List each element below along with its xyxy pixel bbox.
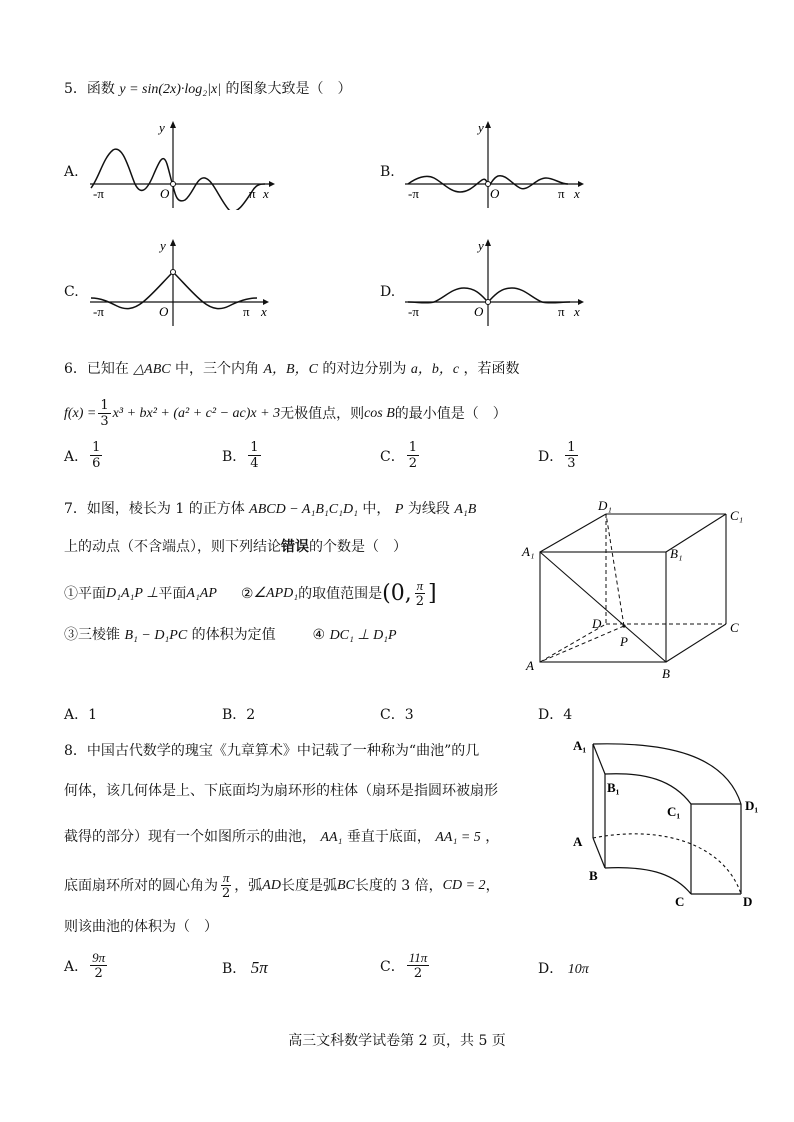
x-label: x — [261, 304, 267, 319]
q7-line1 — [64, 500, 476, 519]
q7-s1-mid: 平面 — [158, 585, 187, 602]
q6-function-rhs: x³ + bx² + (a² + c² − ac)x + 3 — [112, 405, 281, 421]
q5-curve-a — [91, 149, 265, 210]
q8-text: 垂直于底面， — [346, 829, 431, 845]
q7-option-b — [222, 704, 255, 724]
option-value: 5π — [250, 958, 268, 977]
q5-graph-b — [400, 118, 600, 210]
q7-s3-prefix: ③三棱锥 — [64, 627, 120, 643]
q6-option-c — [380, 440, 421, 471]
q7-s2-mid: 的取值范围是 — [298, 585, 383, 602]
option-value: 4 — [563, 707, 573, 723]
q8-text: 长度的 3 倍， — [354, 877, 443, 894]
option-fraction — [407, 440, 419, 471]
label-d: D — [743, 894, 753, 909]
edge-ab — [593, 838, 605, 868]
numerator: 1 — [100, 398, 109, 413]
q7-point-p: P — [394, 502, 404, 517]
option-letter: A． — [64, 707, 89, 723]
label-a: A — [526, 658, 534, 673]
q6-text: 中，三个内角 — [175, 361, 260, 377]
label-b: B — [662, 666, 670, 681]
q8-line1: 8．中国古代数学的瑰宝《九章算术》中记载了一种称为“曲池”的几 — [64, 743, 480, 759]
y-label: y — [160, 238, 166, 253]
q6-angles: A，B，C — [263, 362, 318, 377]
y-label: y — [478, 120, 484, 135]
label-p: P — [620, 634, 628, 649]
q7-s4-prefix: ④ — [312, 627, 326, 643]
q7-s3-math: B₁ − D₁PC — [124, 628, 188, 643]
q8-option-d — [538, 958, 589, 978]
q5-stem — [64, 80, 352, 99]
pi-label: π — [249, 186, 256, 201]
hollow-point — [171, 270, 176, 275]
pi-label: π — [243, 304, 250, 319]
q7-option-c — [380, 704, 414, 724]
x-label: x — [574, 304, 580, 319]
option-letter: A． — [64, 448, 89, 465]
option-letter: B． — [222, 961, 247, 977]
y-label: y — [159, 120, 165, 135]
q7-text: 上的动点（不含端点），则下列结论 — [64, 539, 281, 555]
q7-text: 中， — [362, 501, 391, 517]
label-a: A — [573, 834, 583, 849]
q8-text: ， — [485, 829, 500, 845]
q7-statements-1-2 — [64, 578, 437, 609]
q7-s2-fraction — [414, 578, 426, 609]
numerator: 1 — [250, 440, 259, 455]
q7-s2-left: (0, — [382, 580, 412, 606]
q7-text: 7．如图，棱长为 1 的正方体 — [64, 501, 245, 517]
option-letter: B． — [222, 707, 247, 723]
q5-option-c-letter: C. — [64, 284, 79, 300]
q6-option-b — [222, 440, 263, 471]
q8-math: AA₁ = 5 — [435, 830, 481, 845]
label-a1: A₁ — [522, 544, 535, 559]
q7-line2 — [64, 538, 407, 556]
hollow-point — [171, 182, 176, 187]
option-fraction — [565, 440, 577, 471]
option-value: 1 — [88, 707, 98, 723]
option-letter: D． — [538, 961, 564, 977]
numerator: π — [416, 578, 424, 593]
arc-ad-hidden — [593, 834, 741, 894]
q5-option-a-letter: A. — [64, 164, 79, 180]
label-b: B — [589, 868, 598, 883]
q7-segment: A₁B — [454, 502, 477, 517]
q5-option-d-letter: D. — [380, 284, 396, 300]
neg-pi-label: -π — [408, 304, 419, 319]
q6-text: 6．已知在 — [64, 361, 129, 377]
label-c: C — [675, 894, 685, 909]
q7-s2-math: ∠APD₁ — [253, 585, 299, 601]
hollow-point — [486, 300, 491, 305]
q8-text: 长度是弧 — [280, 877, 337, 894]
option-letter: C． — [380, 707, 405, 723]
q7-s1-math2: A₁AP — [186, 585, 217, 601]
edge-a1b1 — [593, 744, 605, 774]
q8-text: ， — [485, 877, 500, 894]
q8-option-b — [222, 958, 268, 978]
numerator: 9π — [92, 950, 106, 965]
option-letter: C． — [380, 448, 405, 465]
label-b1: B₁ — [670, 546, 683, 561]
q7-s4-math: DC₁ ⊥ D₁P — [329, 628, 397, 643]
y-label: y — [478, 238, 484, 253]
option-fraction — [90, 440, 102, 471]
q8-text: 截得的部分）现有一个如图所示的曲池， — [64, 829, 316, 845]
q6-sides: a，b，c — [410, 362, 460, 377]
q7-bold-word: 错误 — [281, 539, 309, 555]
q5-graph-c — [85, 236, 285, 328]
label-c1: C₁ — [667, 804, 681, 819]
x-label: x — [574, 186, 580, 201]
q6-line1 — [64, 360, 520, 379]
origin-label: O — [159, 304, 169, 319]
q6-cosb: cos B — [364, 405, 395, 421]
q7-s1-math: D₁A₁P ⊥ — [106, 585, 159, 601]
q7-s3-suffix: 的体积为定值 — [191, 627, 276, 643]
q8-text: 底面扇环所对的圆心角为 — [64, 877, 218, 894]
neg-pi-label: -π — [93, 186, 104, 201]
option-letter: C． — [380, 958, 405, 975]
y-axis-arrow-icon — [170, 121, 176, 128]
q8-line3 — [64, 828, 499, 847]
denominator: 2 — [413, 966, 423, 981]
q8-line2: 何体，该几何体是上、下底面均为扇环形的柱体（扇环是指圆环被扇形 — [64, 783, 498, 799]
segment-pa — [540, 626, 624, 662]
option-value: 3 — [404, 707, 414, 723]
q7-s1-prefix: ①平面 — [64, 585, 106, 602]
q8-line4 — [64, 870, 500, 901]
arc-bc — [605, 868, 691, 894]
numerator: π — [222, 870, 230, 885]
x-label: x — [263, 186, 269, 201]
q6-text: ，若函数 — [463, 361, 520, 377]
q7-s2-prefix: ② — [240, 585, 254, 602]
q6-line2 — [64, 398, 507, 429]
q5-graph-a — [85, 118, 285, 210]
q8-option-a — [64, 950, 109, 981]
numerator: 1 — [92, 440, 101, 455]
segment-a1b — [540, 552, 666, 662]
q8-math: AD — [262, 877, 281, 893]
label-c: C — [730, 620, 739, 635]
denominator: 2 — [415, 594, 424, 609]
q5-curve-c — [91, 272, 257, 309]
q7-option-d — [538, 704, 572, 724]
denominator: 6 — [92, 456, 101, 471]
label-b1: B₁ — [607, 780, 620, 795]
edge-bc — [666, 624, 726, 662]
label-d: D — [592, 616, 602, 631]
q6-option-a — [64, 440, 104, 471]
q6-triangle: △ABC — [133, 362, 171, 377]
pi-label: π — [558, 186, 565, 201]
option-letter: D． — [538, 448, 564, 465]
y-axis-arrow-icon — [485, 121, 491, 128]
option-value: 2 — [246, 707, 256, 723]
q6-text: 无极值点，则 — [280, 405, 365, 422]
q8-math: CD = 2 — [442, 877, 486, 893]
neg-pi-label: -π — [93, 304, 104, 319]
denominator: 3 — [100, 414, 109, 429]
y-axis-arrow-icon — [485, 239, 491, 246]
segment-pd1 — [606, 514, 624, 626]
q8-math: AA₁ — [320, 830, 343, 845]
neg-pi-label: -π — [408, 186, 419, 201]
q8-math: BC — [336, 877, 355, 893]
q8-option-c — [380, 950, 431, 981]
q8-text: ，弧 — [234, 877, 263, 894]
numerator: 1 — [567, 440, 576, 455]
q7-cube-figure — [520, 496, 760, 686]
q8-angle-fraction — [220, 870, 232, 901]
q5-graph-d — [400, 236, 600, 328]
q6-option-d — [538, 440, 580, 471]
origin-label: O — [160, 186, 170, 201]
edge-a1d1 — [540, 514, 606, 552]
numerator: 1 — [408, 440, 417, 455]
q8-line5: 则该曲池的体积为（ ） — [64, 919, 218, 935]
denominator: 2 — [222, 886, 231, 901]
option-letter: B． — [222, 448, 247, 465]
option-letter: D． — [538, 707, 564, 723]
option-letter: A． — [64, 958, 89, 975]
x-axis-arrow-icon — [269, 181, 275, 187]
q5-formula: y = sin(2x)·log₂|x| — [119, 82, 222, 97]
option-fraction — [90, 950, 107, 981]
numerator: 11π — [408, 950, 428, 965]
q7-option-a — [64, 704, 97, 724]
denominator: 4 — [250, 456, 259, 471]
label-d1: D₁ — [745, 798, 759, 813]
label-d1: D₁ — [598, 498, 612, 513]
page-footer: 高三文科数学试卷第 2 页，共 5 页 — [288, 1033, 506, 1049]
denominator: 2 — [94, 966, 103, 981]
q6-text: 的对边分别为 — [322, 361, 407, 377]
option-fraction — [407, 950, 430, 981]
point-p — [622, 624, 625, 627]
denominator: 2 — [408, 456, 417, 471]
q5-stem-prefix: 5．函数 — [64, 81, 115, 97]
label-a1: A₁ — [573, 738, 587, 753]
q5-option-b-letter: B. — [380, 164, 395, 180]
y-axis-arrow-icon — [170, 239, 176, 246]
q6-fraction — [98, 398, 110, 429]
q6-text: 的最小值是（ ） — [394, 405, 507, 422]
origin-label: O — [474, 304, 484, 319]
q5-stem-suffix: 的图象大致是（ ） — [225, 81, 352, 97]
q7-statements-3-4 — [64, 626, 397, 645]
denominator: 3 — [567, 456, 576, 471]
pi-label: π — [558, 304, 565, 319]
q7-cube: ABCD − A₁B₁C₁D₁ — [249, 502, 358, 517]
q7-text: 的个数是（ ） — [309, 539, 407, 555]
q8-qu-chi-figure — [565, 734, 765, 910]
label-c1: C₁ — [730, 508, 744, 523]
q7-text: 为线段 — [407, 501, 450, 517]
q6-function-lhs: f(x) = — [64, 405, 97, 421]
q7-s2-right: ] — [427, 580, 437, 606]
origin-label: O — [490, 186, 500, 201]
option-value: 10π — [567, 962, 589, 977]
option-fraction — [248, 440, 260, 471]
